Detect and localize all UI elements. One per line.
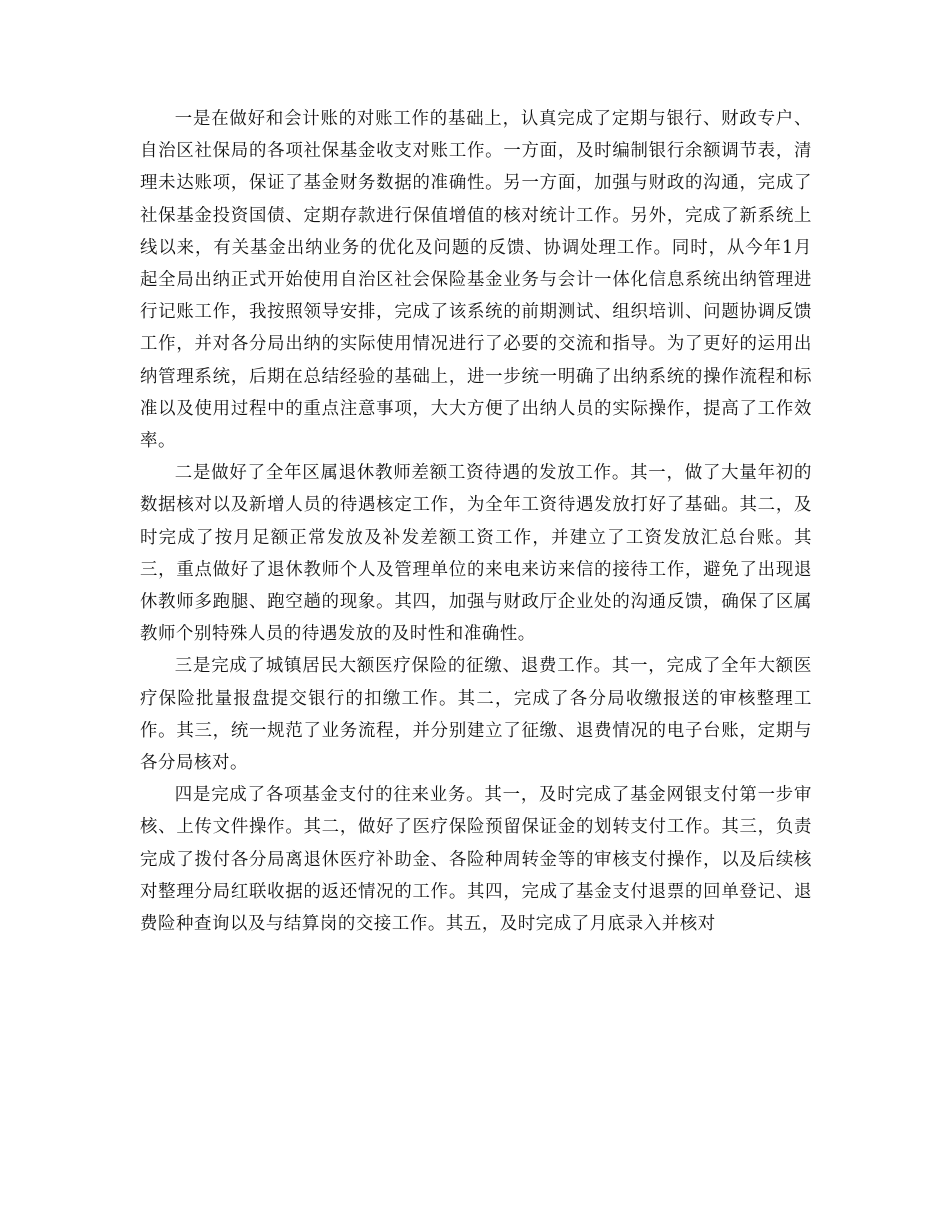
paragraph-3: 三是完成了城镇居民大额医疗保险的征缴、退费工作。其一，完成了全年大额医疗保险批量报盘提交银行的扣缴工作。其二，完成了各分局收缴报送的审核整理工作。其三，统一规范了业务流程，并分别建立了征缴、退费情况的电子台账，定期与各分局核对。 [140,656,812,774]
paragraph-2: 二是做好了全年区属退休教师差额工资待遇的发放工作。其一，做了大量年初的数据核对以及新增人员的待遇核定工作，为全年工资待遇发放打好了基础。其二，及时完成了按月足额正常发放及补发差额工资工作，并建立了工资发放汇总台账。其三，重点做好了退休教师个人及管理单位的来电来访来信的接待工作，避免了出现退休教师多跑腿、跑空趟的现象。其四，加强与财政厅企业处的沟通反馈，确保了区属教师个别特殊人员的待遇发放的及时性和准确性。 [140,463,812,645]
paragraph-1: 一是在做好和会计账的对账工作的基础上，认真完成了定期与银行、财政专户、自治区社保局的各项社保基金收支对账工作。一方面，及时编制银行余额调节表，清理未达账项，保证了基金财务数据的准确性。另一方面，加强与财政的沟通，完成了社保基金投资国债、定期存款进行保值增值的核对统计工作。另外，完成了新系统上线以来，有关基金出纳业务的优化及问题的反馈、协调处理工作。同时，从今年1月起全局出纳正式开始使用自治区社会保险基金业务与会计一体化信息系统出纳管理进行记账工作，我按照领导安排，完成了该系统的前期测试、组织培训、问题协调反馈工作，并对各分局出纳的实际使用情况进行了必要的交流和指导。为了更好的运用出纳管理系统，后期在总结经验的基础上，进一步统一明确了出纳系统的操作流程和标准以及使用过程中的重点注意事项，大大方便了出纳人员的实际操作，提高了工作效率。 [140,109,812,452]
paragraph-4: 四是完成了各项基金支付的往来业务。其一，及时完成了基金网银支付第一步审核、上传文件操作。其二，做好了医疗保险预留保证金的划转支付工作。其三，负责完成了拨付各分局离退休医疗补助金、各险种周转金等的审核支付操作，以及后续核对整理分局红联收据的返还情况的工作。其四，完成了基金支付退票的回单登记、退费险种查询以及与结算岗的交接工作。其五，及时完成了月底录入并核对 [140,785,812,935]
document-body [140,103,812,940]
